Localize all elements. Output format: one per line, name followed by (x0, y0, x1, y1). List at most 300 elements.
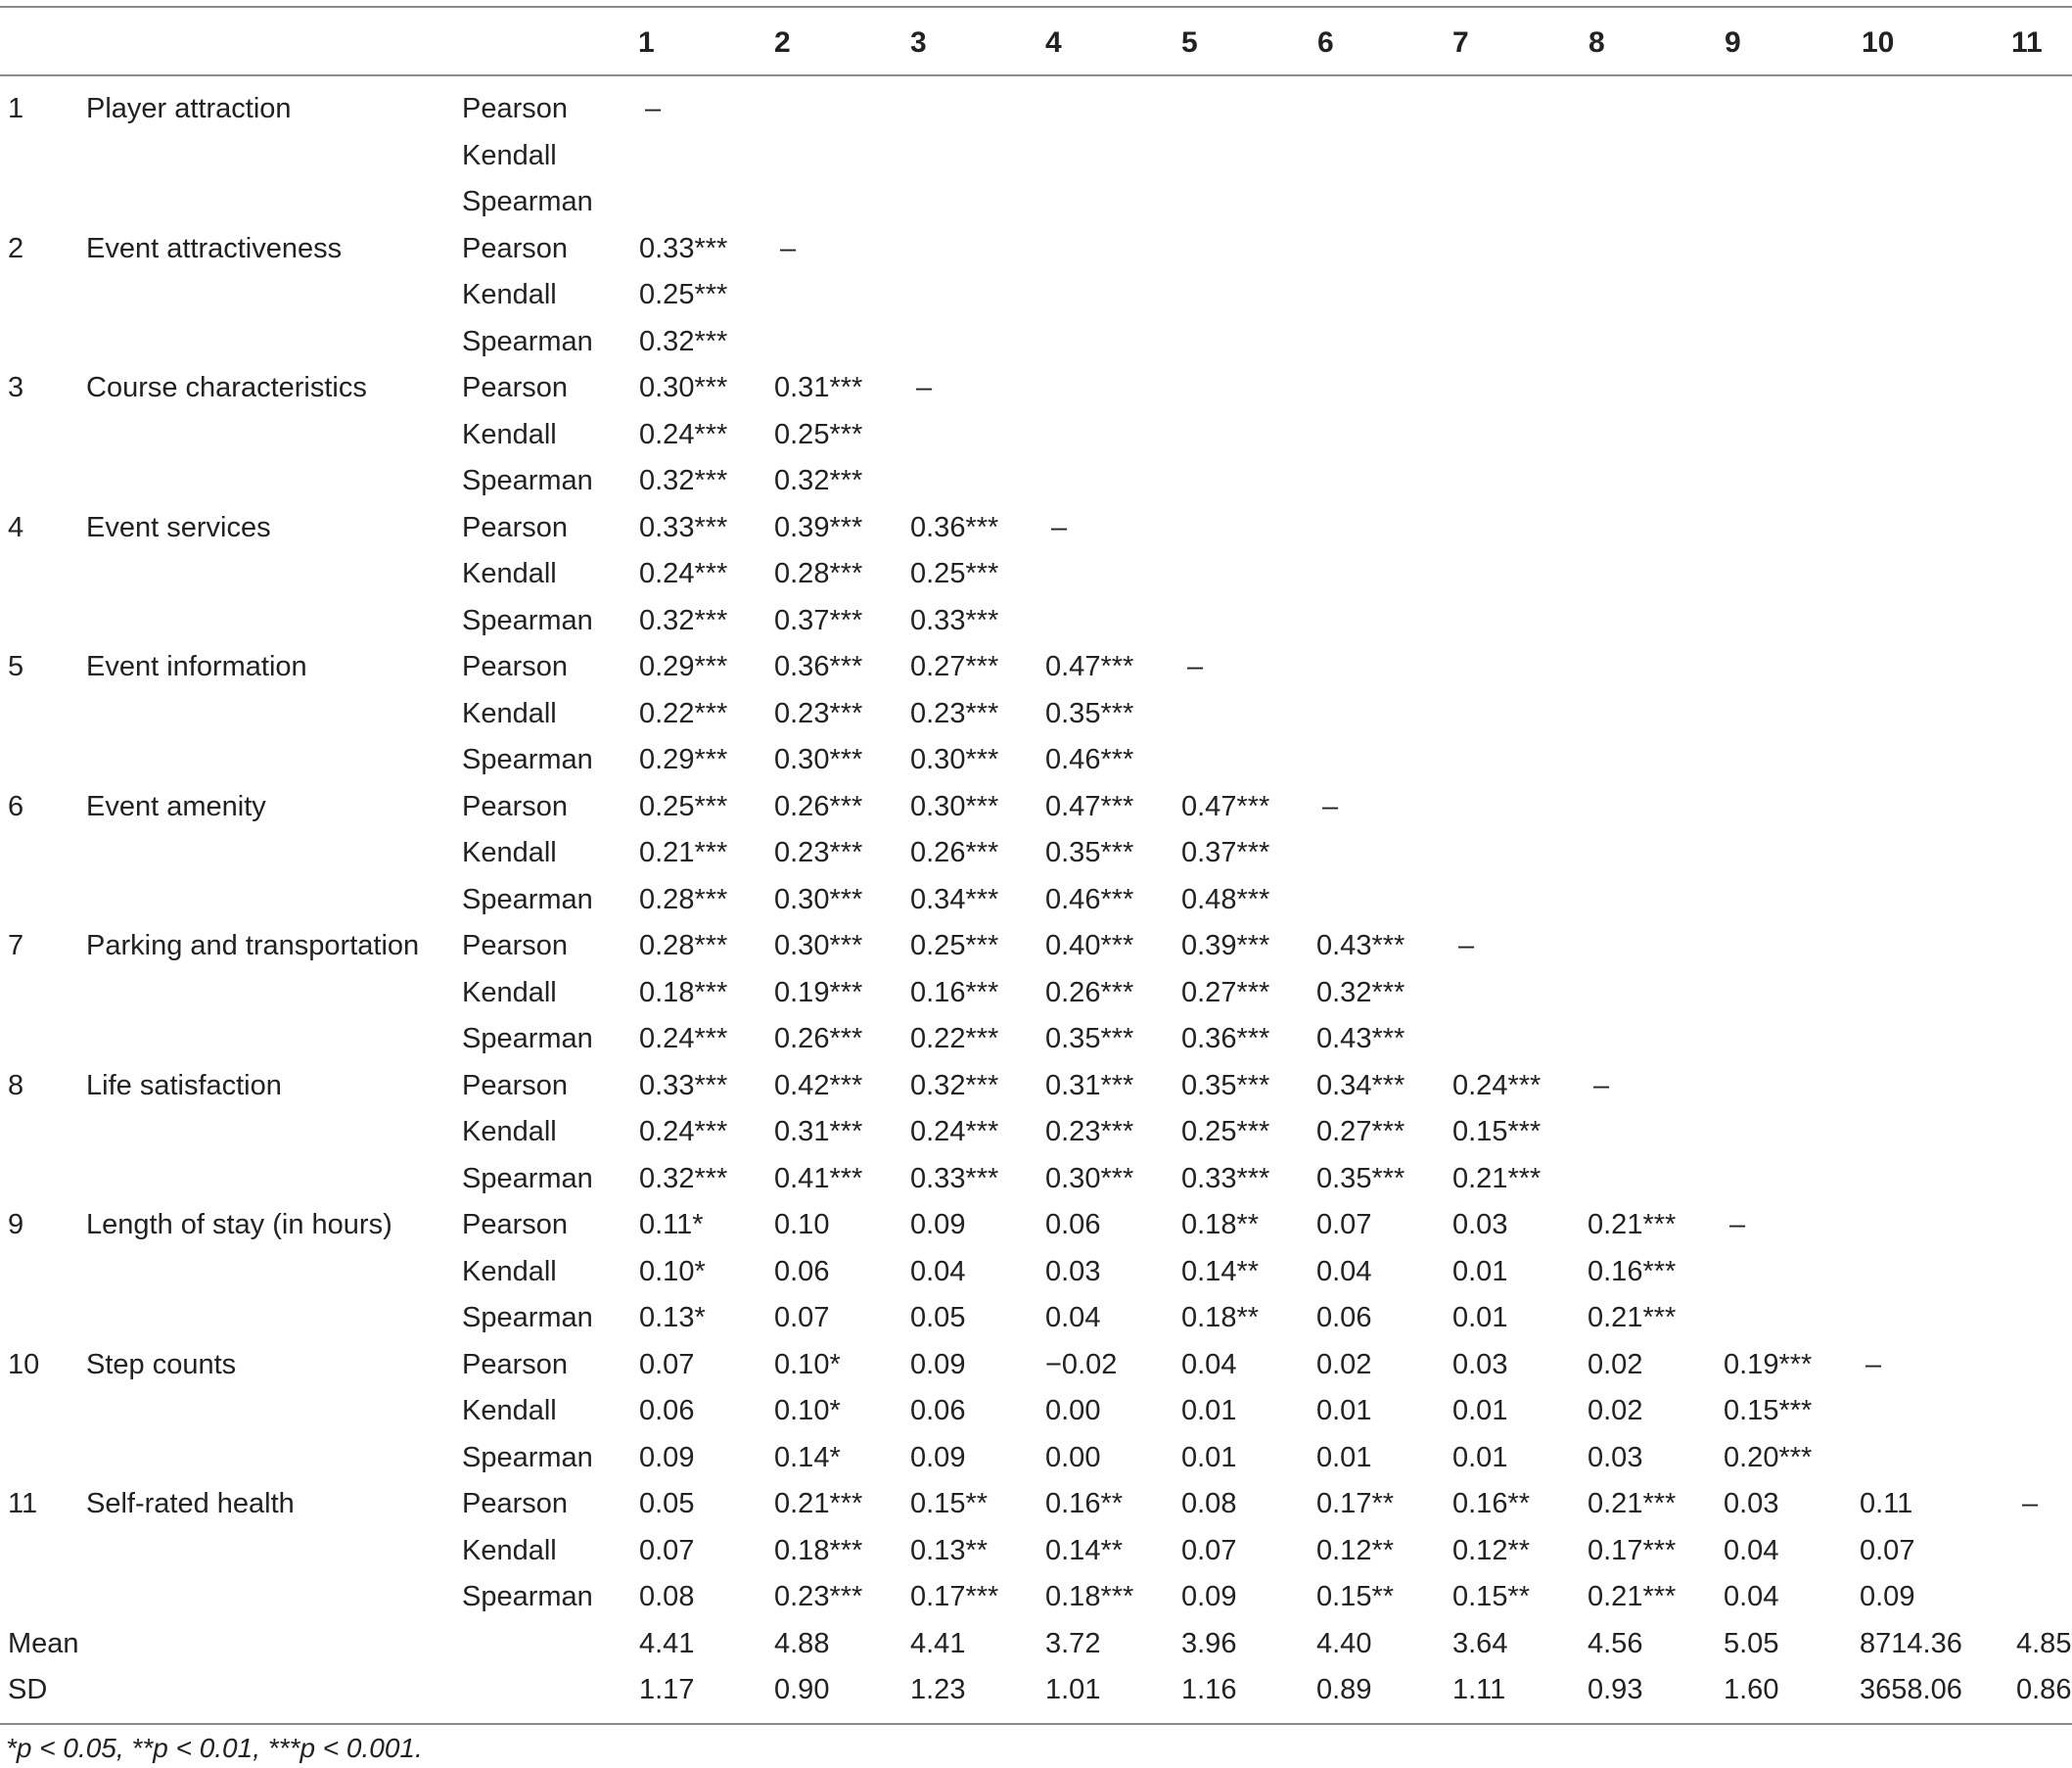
variable-number: 9 (8, 1209, 24, 1240)
summary-value: 3.72 (1045, 1627, 1101, 1659)
correlation-value: 0.21*** (1588, 1488, 1677, 1519)
table-row (0, 830, 2072, 877)
column-header: 11 (2011, 26, 2043, 59)
correlation-value: 0.47*** (1045, 651, 1134, 682)
correlation-method: Kendall (462, 1534, 557, 1566)
summary-value: 1.16 (1181, 1674, 1237, 1705)
correlation-value: 0.36*** (774, 651, 863, 682)
correlation-method: Spearman (462, 1581, 593, 1612)
correlation-value: 0.37*** (774, 604, 863, 636)
correlation-value: 0.47*** (1181, 790, 1270, 822)
summary-row (0, 1621, 2072, 1668)
table-row (0, 412, 2072, 459)
correlation-value: 0.21*** (774, 1488, 863, 1519)
correlation-value: – (1458, 930, 1475, 961)
summary-value: 4.88 (774, 1627, 830, 1659)
correlation-value: 0.06 (1316, 1302, 1372, 1333)
correlation-value: 0.23*** (774, 1581, 863, 1612)
correlation-value: 0.22*** (910, 1023, 999, 1054)
correlation-method: Kendall (462, 558, 557, 589)
correlation-value: 0.43*** (1316, 930, 1405, 961)
correlation-value: 0.25*** (910, 558, 999, 589)
column-header: 9 (1725, 26, 1741, 59)
variable-name: Life satisfaction (86, 1069, 282, 1101)
variable-number: 8 (8, 1069, 24, 1101)
summary-value: 3.64 (1452, 1627, 1508, 1659)
correlation-value: 0.16** (1045, 1488, 1124, 1519)
table-footnote: *p < 0.05, **p < 0.01, ***p < 0.001. (6, 1733, 423, 1763)
correlation-value: 0.01 (1316, 1395, 1372, 1426)
correlation-value: 0.24*** (639, 558, 728, 589)
correlation-method: Spearman (462, 1441, 593, 1473)
variable-name: Self-rated health (86, 1488, 295, 1519)
correlation-value: 0.35*** (1045, 1023, 1134, 1054)
correlation-method: Pearson (462, 1209, 569, 1240)
correlation-value: 0.33*** (1181, 1162, 1270, 1194)
correlation-method: Spearman (462, 744, 593, 775)
correlation-method: Spearman (462, 465, 593, 496)
correlation-value: 0.21*** (1588, 1302, 1677, 1333)
summary-value: 5.05 (1724, 1627, 1779, 1659)
summary-value: 4.41 (910, 1627, 966, 1659)
variable-name: Parking and transportation (86, 930, 420, 961)
summary-value: 3.96 (1181, 1627, 1237, 1659)
bottom-rule (0, 1723, 2072, 1725)
correlation-value: 0.46*** (1045, 883, 1134, 915)
correlation-value: 0.07 (1181, 1534, 1237, 1566)
correlation-value: 0.24*** (639, 1116, 728, 1147)
correlation-value: 0.36*** (1181, 1023, 1270, 1054)
correlation-value: 0.01 (1181, 1441, 1237, 1473)
correlation-value: 0.43*** (1316, 1023, 1405, 1054)
correlation-value: 0.21*** (1588, 1209, 1677, 1240)
correlation-method: Kendall (462, 976, 557, 1008)
variable-number: 1 (8, 93, 24, 124)
table-row (0, 970, 2072, 1017)
correlation-value: 0.09 (1860, 1581, 1915, 1612)
table-row (0, 737, 2072, 784)
correlation-value: 0.15*** (1724, 1395, 1813, 1426)
variable-name: Event attractiveness (86, 232, 343, 264)
correlation-value: 0.14* (774, 1441, 841, 1473)
correlation-value: – (1322, 790, 1339, 822)
correlation-value: 0.01 (1452, 1441, 1508, 1473)
correlation-value: 0.04 (1045, 1302, 1101, 1333)
correlation-value: – (1865, 1348, 1882, 1380)
correlation-value: 0.17*** (910, 1581, 999, 1612)
correlation-value: 0.16*** (1588, 1255, 1677, 1287)
correlation-value: 0.25*** (774, 418, 863, 450)
correlation-value: 0.02 (1588, 1348, 1643, 1380)
correlation-value: 0.25*** (639, 790, 728, 822)
correlation-value: 0.14** (1045, 1534, 1124, 1566)
correlation-value: – (780, 232, 797, 264)
correlation-value: 0.23*** (1045, 1116, 1134, 1147)
correlation-value: 0.25*** (639, 279, 728, 310)
table-row (0, 877, 2072, 924)
column-header: 10 (1862, 26, 1895, 59)
correlation-value: 0.37*** (1181, 837, 1270, 868)
correlation-value: 0.23*** (774, 837, 863, 868)
correlation-value: 0.34*** (1316, 1069, 1405, 1101)
table-row (0, 923, 2072, 970)
correlation-method: Pearson (462, 232, 569, 264)
correlation-value: 0.36*** (910, 511, 999, 543)
correlation-method: Pearson (462, 790, 569, 822)
correlation-value: 0.19*** (774, 976, 863, 1008)
correlation-value: 0.28*** (774, 558, 863, 589)
correlation-value: 0.23*** (774, 697, 863, 729)
correlation-value: 0.19*** (1724, 1348, 1813, 1380)
variable-number: 2 (8, 232, 24, 264)
correlation-value: 0.26*** (774, 1023, 863, 1054)
correlation-value: 0.30*** (774, 883, 863, 915)
table-row (0, 784, 2072, 831)
correlation-value: 0.20*** (1724, 1441, 1813, 1473)
correlation-value: 0.31*** (774, 372, 863, 403)
correlation-value: 0.34*** (910, 883, 999, 915)
correlation-value: 0.30*** (774, 930, 863, 961)
correlation-value: 0.16*** (910, 976, 999, 1008)
correlation-value: 0.35*** (1045, 697, 1134, 729)
correlation-value: 0.42*** (774, 1069, 863, 1101)
table-row (0, 1435, 2072, 1482)
correlation-value: −0.02 (1045, 1348, 1118, 1380)
correlation-value: 0.05 (910, 1302, 966, 1333)
correlation-value: 0.24*** (639, 418, 728, 450)
correlation-value: 0.30*** (639, 372, 728, 403)
correlation-value: 0.06 (1045, 1209, 1101, 1240)
correlation-value: 0.03 (1588, 1441, 1643, 1473)
column-header: 7 (1452, 26, 1469, 59)
column-header: 8 (1589, 26, 1605, 59)
correlation-value: 0.32*** (774, 465, 863, 496)
correlation-value: 0.00 (1045, 1441, 1101, 1473)
summary-value: 4.56 (1588, 1627, 1643, 1659)
table-row (0, 598, 2072, 645)
correlation-value: 0.35*** (1316, 1162, 1405, 1194)
variable-number: 7 (8, 930, 24, 961)
correlation-value: 0.39*** (774, 511, 863, 543)
correlation-value: 0.07 (1860, 1534, 1915, 1566)
column-header: 6 (1317, 26, 1334, 59)
table-row (0, 505, 2072, 552)
column-header: 1 (638, 26, 655, 59)
table-row (0, 133, 2072, 180)
variable-number: 6 (8, 790, 24, 822)
correlation-method: Spearman (462, 604, 593, 636)
correlation-method: Pearson (462, 1348, 569, 1380)
table-row (0, 179, 2072, 226)
table-row (0, 272, 2072, 319)
top-rule (0, 6, 2072, 8)
variable-number: 4 (8, 511, 24, 543)
correlation-value: 0.26*** (910, 837, 999, 868)
correlation-value: 0.08 (1181, 1488, 1237, 1519)
correlation-value: 0.30*** (910, 790, 999, 822)
correlation-value: 0.46*** (1045, 744, 1134, 775)
table-row (0, 1528, 2072, 1575)
correlation-value: 0.27*** (1316, 1116, 1405, 1147)
correlation-value: 0.33*** (639, 511, 728, 543)
correlation-value: 0.25*** (1181, 1116, 1270, 1147)
correlation-value: 0.01 (1452, 1302, 1508, 1333)
correlation-value: 0.01 (1316, 1441, 1372, 1473)
correlation-value: 0.32*** (639, 325, 728, 357)
correlation-value: 0.15** (910, 1488, 989, 1519)
summary-value: 0.89 (1316, 1674, 1372, 1705)
correlation-value: 0.33*** (639, 232, 728, 264)
correlation-value: 0.04 (1724, 1534, 1779, 1566)
summary-row (0, 1667, 2072, 1714)
table-row (0, 365, 2072, 412)
summary-value: 3658.06 (1860, 1674, 1962, 1705)
correlation-value: 0.26*** (774, 790, 863, 822)
correlation-method: Pearson (462, 930, 569, 961)
correlation-value: 0.03 (1452, 1209, 1508, 1240)
variable-name: Player attraction (86, 93, 292, 124)
correlation-value: 0.07 (639, 1348, 695, 1380)
correlation-value: 0.16** (1452, 1488, 1531, 1519)
correlation-value: 0.15** (1452, 1581, 1531, 1612)
header-rule (0, 74, 2072, 76)
summary-value: 0.90 (774, 1674, 830, 1705)
correlation-value: 0.06 (774, 1255, 830, 1287)
correlation-method: Kendall (462, 1395, 557, 1426)
summary-value: 1.01 (1045, 1674, 1101, 1705)
correlation-value: 0.32*** (639, 465, 728, 496)
summary-value: 1.11 (1452, 1674, 1506, 1705)
correlation-value: 0.10* (639, 1255, 706, 1287)
correlation-method: Pearson (462, 1488, 569, 1519)
correlation-value: 0.11 (1860, 1488, 1913, 1519)
variable-number: 11 (8, 1488, 38, 1519)
correlation-value: 0.01 (1452, 1395, 1508, 1426)
correlation-value: 0.01 (1181, 1395, 1237, 1426)
correlation-value: – (1187, 651, 1204, 682)
summary-value: 4.85 (2016, 1627, 2072, 1659)
correlation-method: Spearman (462, 186, 593, 217)
column-header: 5 (1181, 26, 1198, 59)
column-header: 4 (1045, 26, 1062, 59)
correlation-value: 0.07 (1316, 1209, 1372, 1240)
variable-number: 3 (8, 372, 24, 403)
table-row (0, 319, 2072, 366)
table-row (0, 1109, 2072, 1156)
correlation-value: 0.07 (774, 1302, 830, 1333)
correlation-value: 0.09 (910, 1441, 966, 1473)
correlation-value: 0.18*** (774, 1534, 863, 1566)
table-row (0, 1249, 2072, 1296)
variable-name: Event information (86, 651, 307, 682)
correlation-method: Pearson (462, 511, 569, 543)
summary-value: 0.93 (1588, 1674, 1643, 1705)
correlation-method: Kendall (462, 697, 557, 729)
variable-name: Event services (86, 511, 271, 543)
correlation-value: – (2022, 1488, 2039, 1519)
correlation-value: 0.08 (639, 1581, 695, 1612)
correlation-value: 0.35*** (1181, 1069, 1270, 1101)
correlation-method: Kendall (462, 1255, 557, 1287)
correlation-value: 0.24*** (910, 1116, 999, 1147)
table-row (0, 1156, 2072, 1203)
correlation-value: 0.27*** (910, 651, 999, 682)
variable-name: Course characteristics (86, 372, 367, 403)
correlation-value: 0.24*** (1452, 1069, 1542, 1101)
column-header: 3 (910, 26, 927, 59)
correlation-value: 0.18** (1181, 1302, 1260, 1333)
correlation-method: Pearson (462, 651, 569, 682)
correlation-method: Kendall (462, 418, 557, 450)
variable-name: Length of stay (in hours) (86, 1209, 392, 1240)
correlation-value: 0.18*** (1045, 1581, 1134, 1612)
correlation-value: 0.29*** (639, 744, 728, 775)
correlation-value: 0.04 (1316, 1255, 1372, 1287)
table-row (0, 1388, 2072, 1435)
correlation-value: 0.03 (1724, 1488, 1779, 1519)
correlation-value: 0.00 (1045, 1395, 1101, 1426)
correlation-value: 0.17** (1316, 1488, 1395, 1519)
correlation-value: 0.02 (1588, 1395, 1643, 1426)
correlation-value: 0.10* (774, 1395, 841, 1426)
correlation-value: 0.10 (774, 1209, 830, 1240)
correlation-value: 0.31*** (1045, 1069, 1134, 1101)
summary-label: SD (8, 1674, 48, 1705)
correlation-value: 0.18*** (639, 976, 728, 1008)
correlation-method: Kendall (462, 139, 557, 171)
correlation-value: 0.18** (1181, 1209, 1260, 1240)
table-row (0, 1481, 2072, 1528)
table-header (0, 16, 2072, 70)
correlation-value: – (1593, 1069, 1610, 1101)
correlation-value: 0.04 (910, 1255, 966, 1287)
correlation-value: 0.21*** (639, 837, 728, 868)
correlation-method: Spearman (462, 1162, 593, 1194)
correlation-value: 0.13* (639, 1302, 706, 1333)
correlation-value: 0.21*** (1588, 1581, 1677, 1612)
correlation-value: 0.09 (910, 1209, 966, 1240)
summary-value: 4.40 (1316, 1627, 1372, 1659)
summary-value: 1.17 (639, 1674, 695, 1705)
correlation-method: Spearman (462, 883, 593, 915)
table-row (0, 1063, 2072, 1110)
correlation-value: 0.17*** (1588, 1534, 1677, 1566)
table-row (0, 1202, 2072, 1249)
correlation-value: – (1051, 511, 1068, 543)
correlation-value: 0.30*** (910, 744, 999, 775)
correlation-value: – (645, 93, 662, 124)
variable-name: Step counts (86, 1348, 237, 1380)
correlation-value: 0.23*** (910, 697, 999, 729)
correlation-value: 0.39*** (1181, 930, 1270, 961)
correlation-value: 0.02 (1316, 1348, 1372, 1380)
correlation-value: 0.11* (639, 1209, 704, 1240)
correlation-value: 0.27*** (1181, 976, 1270, 1008)
table-row (0, 551, 2072, 598)
table-row (0, 458, 2072, 505)
correlation-value: 0.15** (1316, 1581, 1395, 1612)
correlation-value: 0.09 (910, 1348, 966, 1380)
correlation-value: – (1729, 1209, 1746, 1240)
correlation-value: 0.32*** (639, 1162, 728, 1194)
correlation-value: 0.24*** (639, 1023, 728, 1054)
correlation-value: 0.03 (1452, 1348, 1508, 1380)
correlation-value: 0.15*** (1452, 1116, 1542, 1147)
correlation-value: 0.32*** (1316, 976, 1405, 1008)
table-row (0, 226, 2072, 273)
correlation-method: Kendall (462, 1116, 557, 1147)
correlation-value: 0.01 (1452, 1255, 1508, 1287)
correlation-method: Pearson (462, 372, 569, 403)
table-row (0, 1295, 2072, 1342)
correlation-value: 0.47*** (1045, 790, 1134, 822)
correlation-value: 0.40*** (1045, 930, 1134, 961)
correlation-method: Spearman (462, 1023, 593, 1054)
table-row (0, 1016, 2072, 1063)
correlation-value: 0.06 (910, 1395, 966, 1426)
correlation-value: 0.33*** (910, 604, 999, 636)
correlation-value: 0.31*** (774, 1116, 863, 1147)
correlation-method: Kendall (462, 279, 557, 310)
correlation-value: 0.07 (639, 1534, 695, 1566)
correlation-method: Pearson (462, 93, 569, 124)
table-row (0, 1342, 2072, 1389)
correlation-value: 0.06 (639, 1395, 695, 1426)
correlation-value: 0.41*** (774, 1162, 863, 1194)
summary-value: 1.23 (910, 1674, 966, 1705)
correlation-value: 0.35*** (1045, 837, 1134, 868)
correlation-method: Spearman (462, 325, 593, 357)
correlation-value: 0.28*** (639, 883, 728, 915)
correlation-value: 0.05 (639, 1488, 695, 1519)
correlation-value: 0.21*** (1452, 1162, 1542, 1194)
correlation-value: 0.22*** (639, 697, 728, 729)
correlation-value: 0.30*** (774, 744, 863, 775)
correlation-value: 0.04 (1181, 1348, 1237, 1380)
correlation-value: 0.12** (1316, 1534, 1395, 1566)
table-row (0, 691, 2072, 738)
variable-number: 10 (8, 1348, 40, 1380)
correlation-value: 0.14** (1181, 1255, 1260, 1287)
correlation-value: 0.03 (1045, 1255, 1101, 1287)
summary-value: 1.60 (1724, 1674, 1779, 1705)
summary-value: 8714.36 (1860, 1627, 1962, 1659)
correlation-value: 0.09 (639, 1441, 695, 1473)
summary-label: Mean (8, 1627, 79, 1659)
table-row (0, 86, 2072, 133)
correlation-method: Kendall (462, 837, 557, 868)
correlation-value: 0.10* (774, 1348, 841, 1380)
correlation-value: 0.28*** (639, 930, 728, 961)
correlation-value: 0.09 (1181, 1581, 1237, 1612)
variable-name: Event amenity (86, 790, 266, 822)
column-header: 2 (774, 26, 791, 59)
correlation-value: 0.12** (1452, 1534, 1531, 1566)
correlation-value: 0.04 (1724, 1581, 1779, 1612)
correlation-method: Spearman (462, 1302, 593, 1333)
correlation-value: 0.30*** (1045, 1162, 1134, 1194)
correlation-value: – (916, 372, 933, 403)
correlation-value: 0.29*** (639, 651, 728, 682)
correlation-value: 0.25*** (910, 930, 999, 961)
summary-value: 4.41 (639, 1627, 695, 1659)
correlation-value: 0.33*** (910, 1162, 999, 1194)
summary-value: 0.86 (2016, 1674, 2072, 1705)
correlation-value: 0.32*** (639, 604, 728, 636)
variable-number: 5 (8, 651, 24, 682)
table-row (0, 1574, 2072, 1621)
correlation-method: Pearson (462, 1069, 569, 1101)
